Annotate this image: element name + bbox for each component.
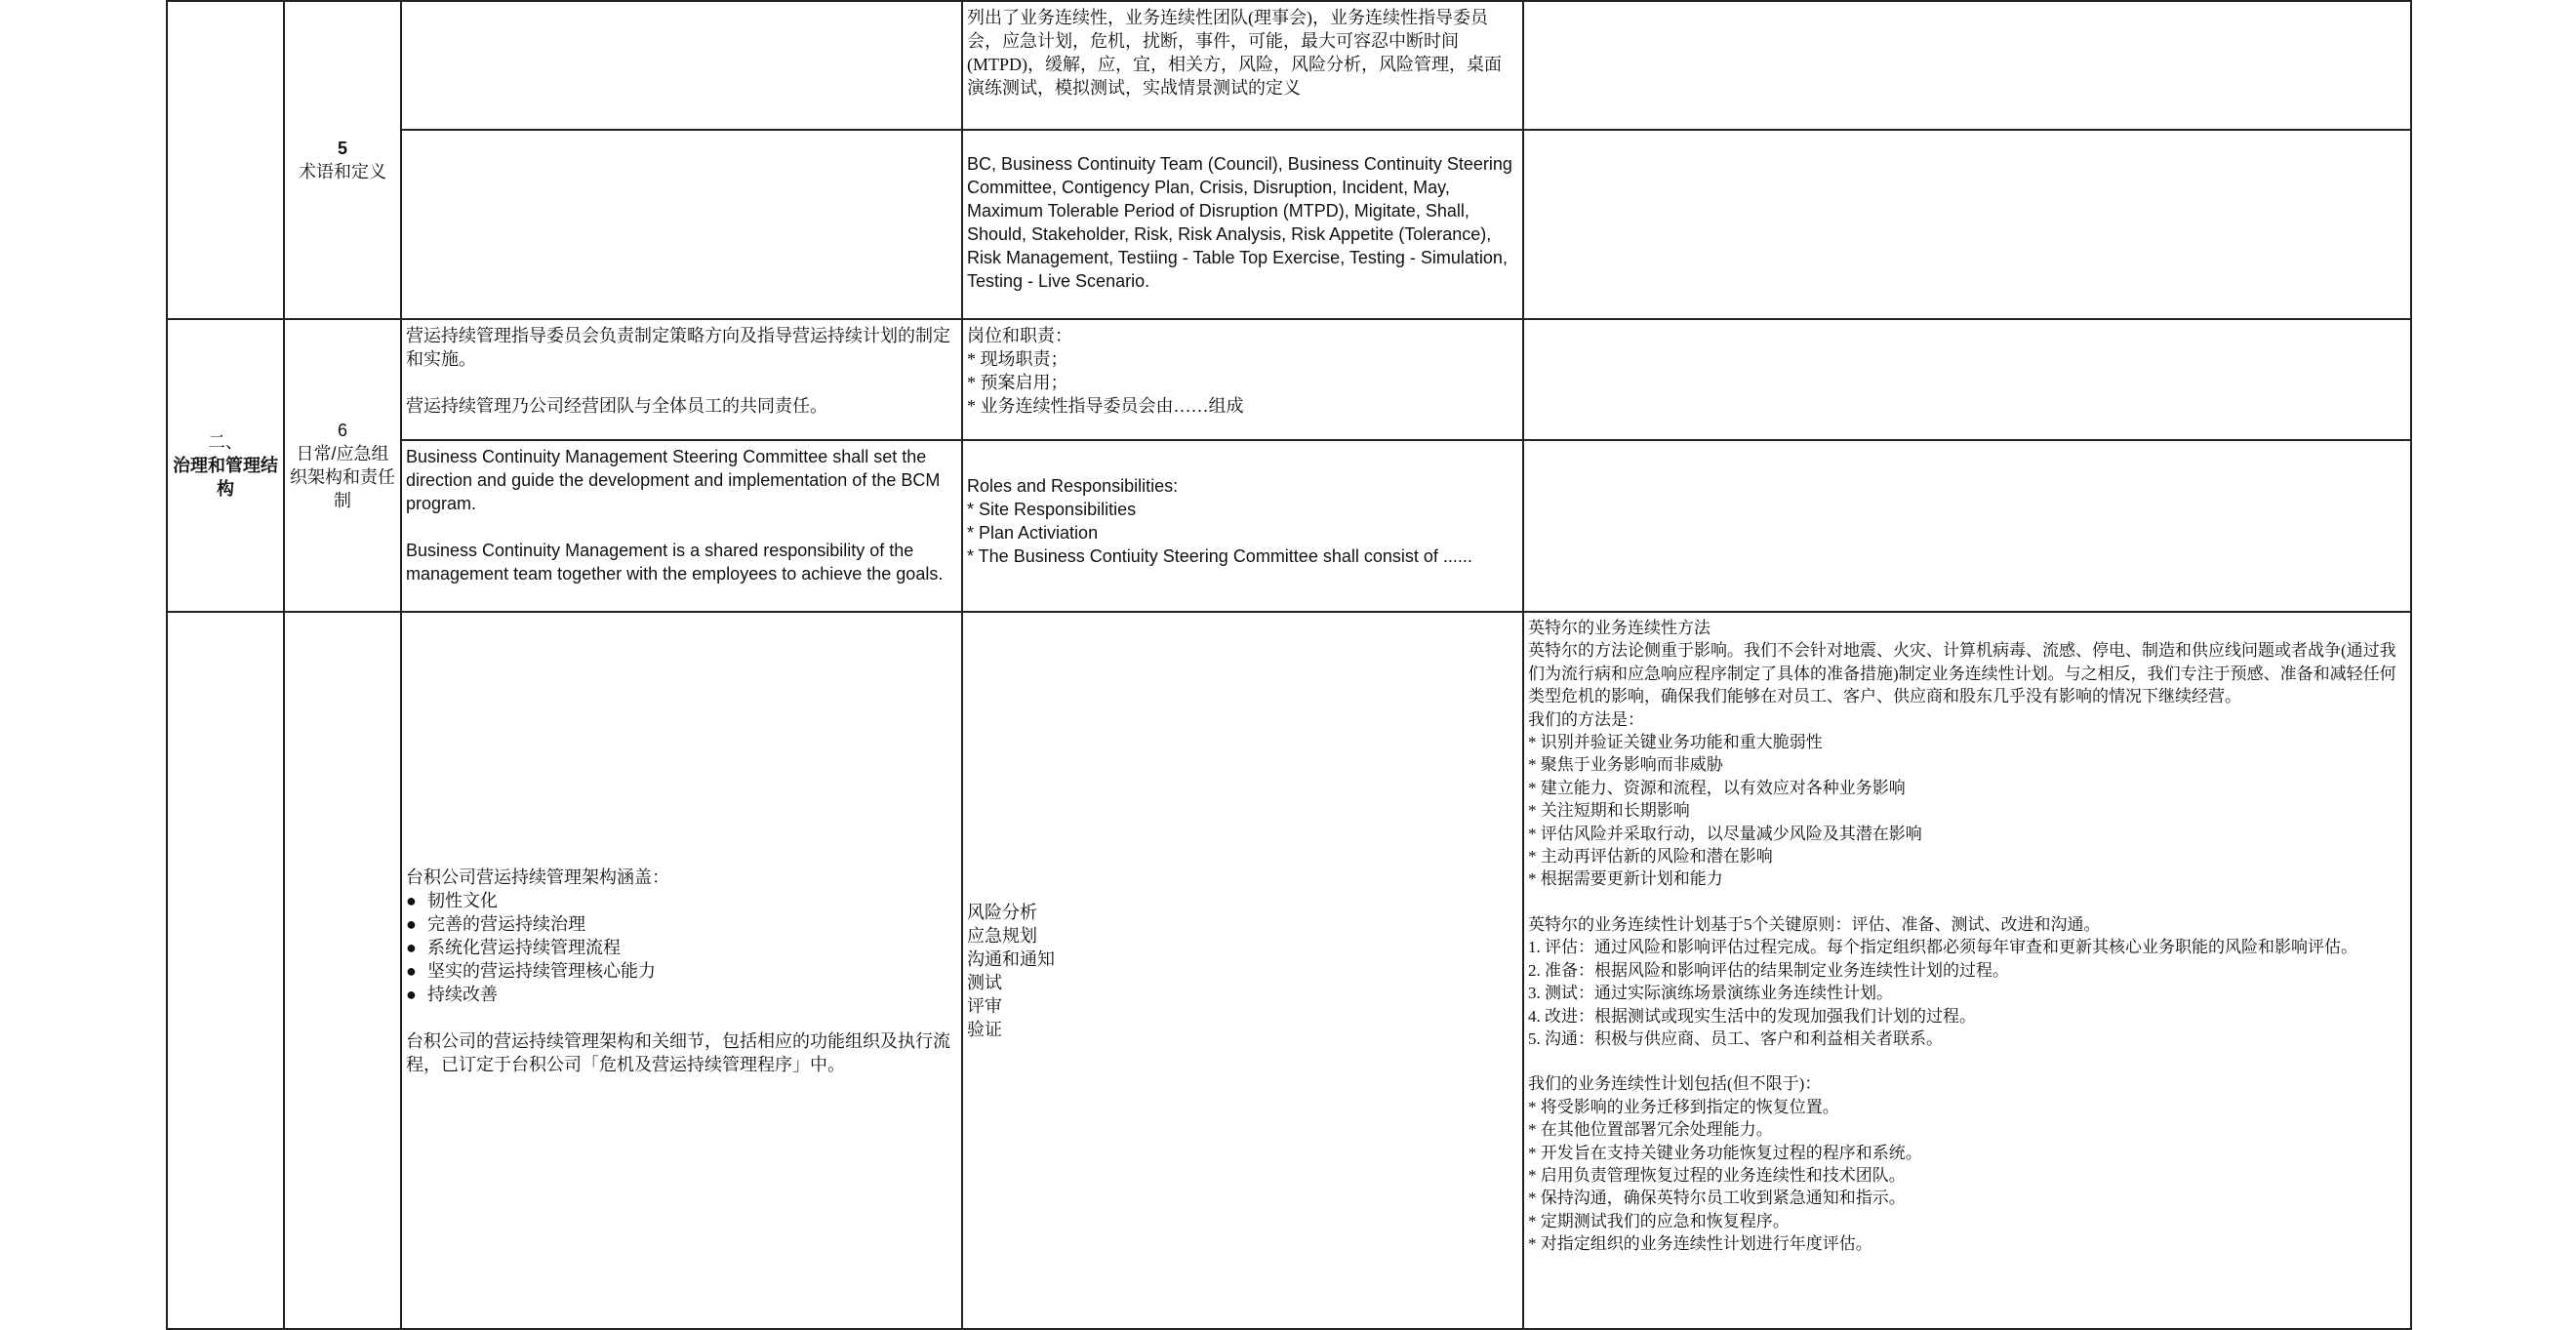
list-item: 应急规划 — [967, 925, 1037, 946]
table-row-terms-cn — [167, 1, 2411, 130]
clause-cell-empty — [284, 612, 401, 1329]
terms-cn-cell — [962, 1, 1523, 130]
clause-number: 6 — [337, 421, 347, 440]
list-item: * 开发旨在支持关键业务功能恢复过程的程序和系统。 — [1528, 1143, 1922, 1162]
list-item: 4. 改进：根据测试或现实生活中的发现加强我们计划的过程。 — [1528, 1006, 1976, 1026]
intel-methods-title: 我们的方法是： — [1528, 709, 1644, 729]
clause-cell-terms — [284, 1, 401, 319]
framework-footer: 台积公司的营运持续管理架构和关细节，包括相应的功能组织及执行流程，已订定于台积公司「危机及营运持续管理程序」中。 — [406, 1030, 950, 1074]
section-cell-empty — [167, 612, 284, 1329]
roles-en-title: Roles and Responsibilities: — [967, 476, 1179, 496]
list-item: * The Business Contiuity Steering Committee shall consist of ...... — [967, 546, 1472, 566]
list-item: * 主动再评估新的风险和潜在影响 — [1528, 847, 1773, 867]
terms-en-cell — [962, 130, 1523, 319]
section-cell-empty — [167, 1, 284, 319]
list-item: * 关注短期和长期影响 — [1528, 801, 1690, 821]
framework-terms-cell — [962, 612, 1523, 1329]
governance-req-en-cell — [401, 440, 962, 612]
terms-cn-text: 列出了业务连续性，业务连续性团队(理事会)，业务连续性指导委员会，应急计划，危机，扰断，事件，可能，最大可容忍中断时间(MTPD)，缓解，应，宜，相关方，风险，风险分析，风险管理，桌面演练测试，模拟测试，实战情景测试的定义 — [967, 8, 1502, 98]
list-item: 验证 — [967, 1019, 1002, 1039]
table-row-framework — [167, 612, 2411, 1329]
list-item: 沟通和通知 — [967, 948, 1055, 969]
list-item: * Site Responsibilities — [967, 500, 1137, 519]
clause-title: 术语和定义 — [299, 162, 386, 181]
bullet-icon: ● — [406, 890, 417, 910]
bullet-icon: ● — [406, 984, 417, 1004]
list-item: 5. 沟通：积极与供应商、员工、客户和利益相关者联系。 — [1528, 1028, 1943, 1048]
governance-req-en-1: Business Continuity Management Steering Committee shall set the direction and guide the development and implementation of the BCM program. — [406, 447, 941, 513]
intel-cell-empty — [1523, 319, 2411, 440]
bullet-icon: ● — [406, 913, 417, 934]
list-item: * 业务连续性指导委员会由……组成 — [967, 396, 1244, 416]
list-item: 测试 — [967, 972, 1002, 992]
terms-en-text: BC, Business Continuity Team (Council), Business Continuity Steering Committee, Contigency Plan, Crisis, Disruption, Incident, May, Maximum Tolerable Period of Disruption (MTPD), Migitate, Shall, Should, Stakeholder, Risk, Risk Analysis, Risk Appetite (Tolerance), Risk Management, Testiing - Table Top Exercise, Testing - Simulation, Testing - Live Scenario. — [967, 154, 1512, 291]
list-item: * 启用负责管理恢复过程的业务连续性和技术团队。 — [1528, 1165, 1906, 1185]
intel-approach-cell — [1523, 612, 2411, 1329]
requirement-cell-empty — [401, 1, 962, 130]
intel-cell-empty — [1523, 440, 2411, 612]
intel-title: 英特尔的业务连续性方法 — [1528, 619, 1711, 637]
bcm-comparison-table — [166, 0, 2412, 1330]
list-item: * 保持沟通，确保英特尔员工收到紧急通知和指示。 — [1528, 1189, 1906, 1208]
intel-cell-empty — [1523, 130, 2411, 319]
section-cell-governance — [167, 319, 284, 612]
table-row-terms-en — [167, 130, 2411, 319]
governance-roles-cn-cell — [962, 319, 1523, 440]
framework-req-cell — [401, 612, 962, 1329]
list-item: * 评估风险并采取行动，以尽量减少风险及其潜在影响 — [1528, 824, 1922, 843]
governance-req-cn-2: 营运持续管理乃公司经营团队与全体员工的共同责任。 — [406, 396, 827, 416]
list-item: ● 韧性文化 — [406, 890, 498, 910]
clause-number: 5 — [337, 139, 347, 158]
list-item: * 建立能力、资源和流程，以有效应对各种业务影响 — [1528, 778, 1906, 797]
list-item: * 聚焦于业务影响而非威胁 — [1528, 755, 1723, 775]
intel-para1: 英特尔的方法论侧重于影响。我们不会针对地震、火灾、计算机病毒、流感、停电、制造和供应线问题或者战争(通过我们为流行病和应急响应程序制定了具体的准备措施)制定业务连续性计划。与之相反，我们专注于预感、准备和减轻任何类型危机的影响，确保我们能够在对员工、客户、供应商和股东几乎没有影响的情况下继续经营。 — [1528, 641, 2396, 706]
list-item: ● 持续改善 — [406, 984, 498, 1004]
framework-intro: 台积公司营运持续管理架构涵盖： — [406, 867, 669, 887]
list-item: * 现场职责； — [967, 349, 1068, 369]
list-item: ● 系统化营运持续管理流程 — [406, 937, 621, 957]
list-item: * 定期测试我们的应急和恢复程序。 — [1528, 1211, 1790, 1230]
list-item: * Plan Activiation — [967, 523, 1099, 543]
roles-cn-title: 岗位和职责： — [967, 326, 1072, 345]
bullet-icon: ● — [406, 960, 417, 981]
bullet-icon: ● — [406, 937, 417, 957]
intel-plan-title: 我们的业务连续性计划包括(但不限于)： — [1528, 1074, 1822, 1094]
list-item: 3. 测试：通过实际演练场景演练业务连续性计划。 — [1528, 984, 1893, 1003]
intel-principles: 英特尔的业务连续性计划基于5个关键原则：评估、准备、测试、改进和沟通。 — [1528, 914, 2101, 934]
list-item: ● 完善的营运持续治理 — [406, 913, 585, 934]
list-item: 风险分析 — [967, 902, 1037, 922]
section-number: 二、 — [208, 432, 243, 452]
list-item: * 预案启用； — [967, 373, 1068, 392]
list-item: * 将受影响的业务迁移到指定的恢复位置。 — [1528, 1097, 1839, 1116]
intel-cell-empty — [1523, 1, 2411, 130]
list-item: * 识别并验证关键业务功能和重大脆弱性 — [1528, 733, 1823, 752]
list-item: * 在其他位置部署冗余处理能力。 — [1528, 1120, 1773, 1140]
requirement-cell-empty — [401, 130, 962, 319]
governance-req-cn-cell — [401, 319, 962, 440]
list-item: 1. 评估：通过风险和影响评估过程完成。每个指定组织都必须每年审查和更新其核心业务职能的风险和影响评估。 — [1528, 938, 2357, 957]
list-item: * 对指定组织的业务连续性计划进行年度评估。 — [1528, 1234, 1872, 1254]
governance-req-en-2: Business Continuity Management is a shared responsibility of the management team together with the employees to achieve the goals. — [406, 541, 944, 584]
table-row-governance-en — [167, 440, 2411, 612]
list-item: ● 坚实的营运持续管理核心能力 — [406, 960, 656, 981]
section-title: 治理和管理结构 — [173, 456, 278, 499]
clause-title: 日常/应急组织架构和责任制 — [290, 444, 395, 510]
governance-roles-en-cell — [962, 440, 1523, 612]
table-row-governance-cn — [167, 319, 2411, 440]
governance-req-cn-1: 营运持续管理指导委员会负责制定策略方向及指导营运持续计划的制定和实施。 — [406, 326, 950, 369]
list-item: * 根据需要更新计划和能力 — [1528, 869, 1723, 889]
list-item: 2. 准备：根据风险和影响评估的结果制定业务连续性计划的过程。 — [1528, 960, 2009, 980]
clause-cell-governance — [284, 319, 401, 612]
list-item: 评审 — [967, 995, 1002, 1016]
